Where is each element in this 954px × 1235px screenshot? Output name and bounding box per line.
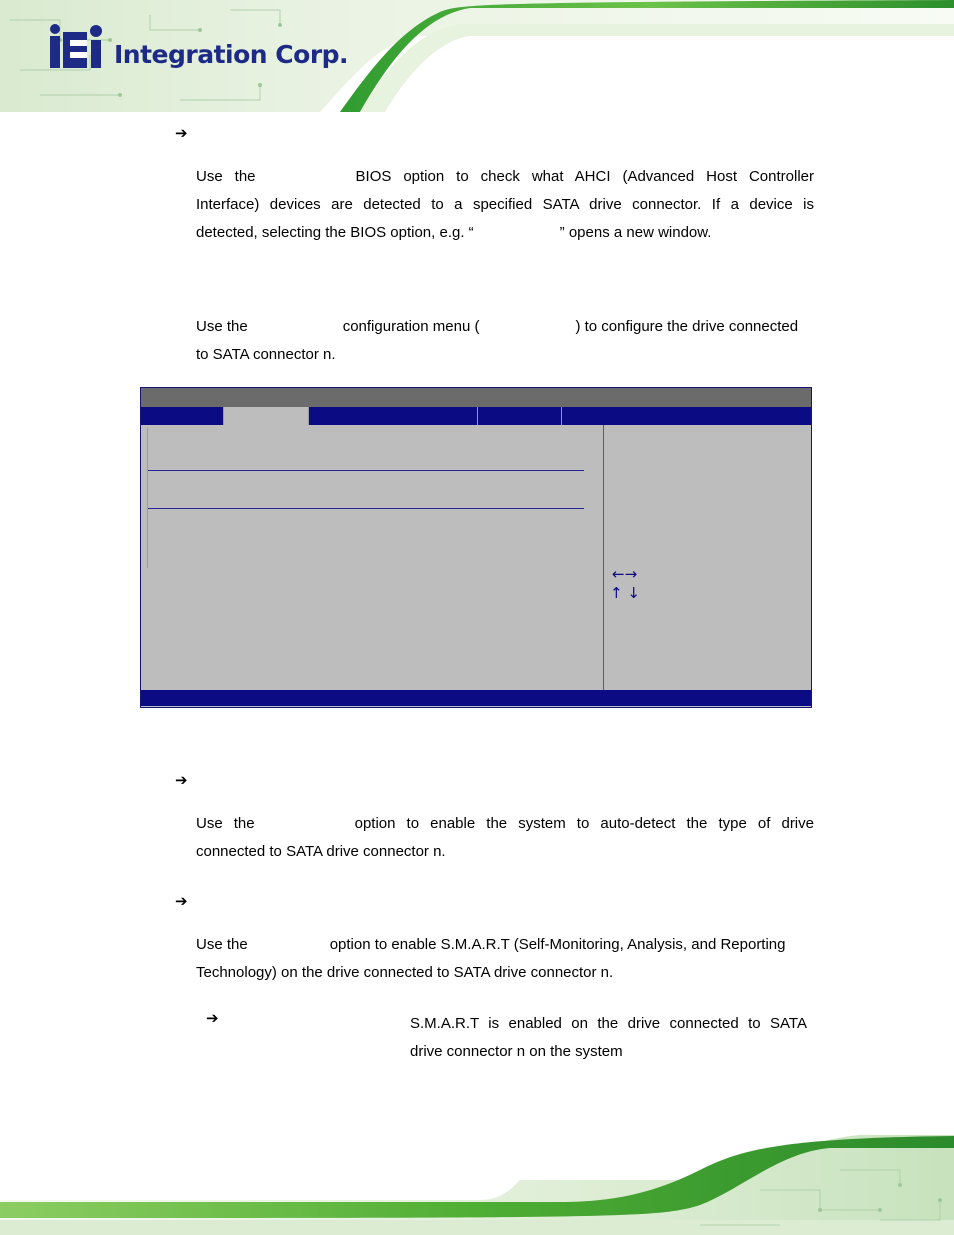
- bios-screen: [140, 387, 812, 708]
- bios-menu-bar: [141, 407, 811, 425]
- paragraph-line: to SATA connector n.: [196, 346, 336, 363]
- option-bullet: ➔: [206, 1009, 219, 1027]
- bios-panel-separator: [603, 425, 604, 691]
- bios-title-bar: [141, 388, 811, 407]
- left-right-keys-icon: ←→: [612, 565, 638, 583]
- option-description: S.M.A.R.T is enabled on the drive connected to SATA: [410, 1015, 807, 1032]
- bios-status-bar: [141, 690, 811, 706]
- page-footer-banner: [0, 1130, 954, 1235]
- paragraph-line: Use the option to enable the system to auto-detect the type of drive: [196, 815, 814, 832]
- page-header-banner: [0, 0, 954, 115]
- bios-divider-line: [148, 470, 584, 471]
- bios-tab[interactable]: [478, 407, 562, 425]
- bios-tab-active[interactable]: [224, 407, 308, 425]
- paragraph-line: Technology) on the drive connected to SATA drive connector n.: [196, 964, 614, 981]
- paragraph-line: Use the BIOS option to check what AHCI (Advanced Host Controller: [196, 168, 814, 185]
- paragraph-line: Use the option to enable S.M.A.R.T (Self-Monitoring, Analysis, and Reporting: [196, 936, 786, 953]
- paragraph-line: detected, selecting the BIOS option, e.g. “ ” opens a new window.: [196, 224, 712, 241]
- option-description: drive connector n on the system: [410, 1043, 623, 1060]
- bios-tab[interactable]: [308, 407, 478, 425]
- company-name: Integration Corp.: [114, 40, 349, 69]
- bios-tab[interactable]: [141, 407, 224, 425]
- paragraph-line: connected to SATA drive connector n.: [196, 843, 446, 860]
- bios-left-border: [147, 428, 148, 568]
- section-bullet: ➔: [175, 771, 188, 789]
- paragraph-line: Use the configuration menu ( ) to configure the drive connected: [196, 318, 799, 335]
- paragraph-line: Interface) devices are detected to a specified SATA drive connector. If a device is: [196, 196, 814, 213]
- up-down-keys-icon: ↑ ↓: [610, 584, 640, 602]
- footer-circuit-graphic: [0, 1130, 954, 1235]
- company-logo: [48, 24, 348, 74]
- bios-divider-line: [148, 508, 584, 509]
- section-bullet: ➔: [175, 892, 188, 910]
- section-bullet: ➔: [175, 124, 188, 142]
